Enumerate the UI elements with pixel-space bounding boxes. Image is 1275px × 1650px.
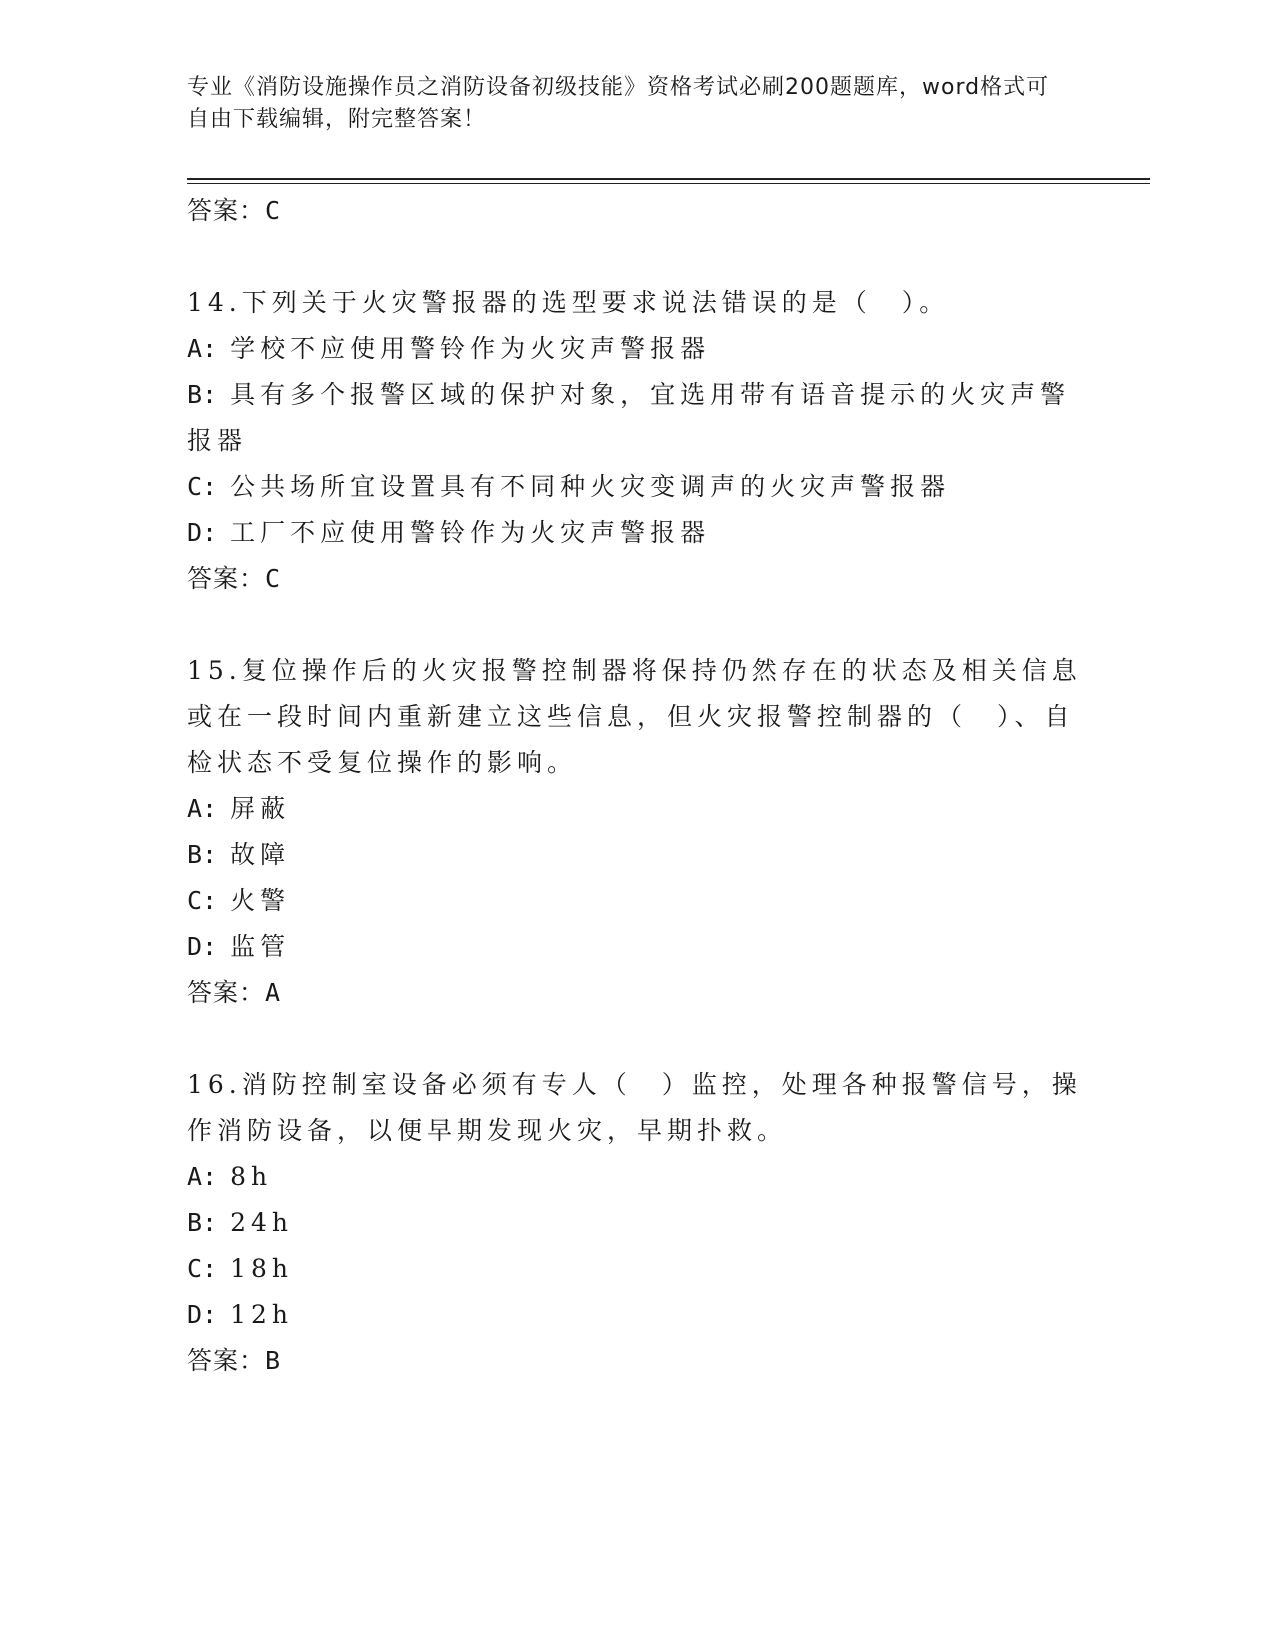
- option-label: A:: [187, 1162, 218, 1191]
- option-c: [187, 878, 1087, 924]
- document-body: [187, 188, 1087, 1384]
- question-block-16: [187, 1062, 1087, 1384]
- document-header: 专业《消防设施操作员之消防设备初级技能》资格考试必刷200题题库，word格式可自由下载编辑，附完整答案！: [187, 75, 1050, 132]
- option-text: 18h: [230, 1254, 293, 1283]
- header-rule-thick: [187, 178, 1150, 180]
- option-label: C:: [187, 1254, 218, 1283]
- option-text: 12h: [230, 1300, 293, 1329]
- answer-value: A: [265, 978, 282, 1007]
- option-text: 屏蔽: [230, 794, 291, 823]
- option-label: D:: [187, 932, 218, 961]
- answer-line: [187, 1338, 1087, 1384]
- question-block-14: [187, 280, 1087, 602]
- option-label: C:: [187, 886, 218, 915]
- option-text: 具有多个报警区域的保护对象，宜选用带有语音提示的火灾声警报器: [187, 380, 1071, 455]
- option-c: [187, 464, 1087, 510]
- option-label: A:: [187, 334, 218, 363]
- question-block-15: [187, 648, 1087, 1016]
- answer-line: [187, 188, 1087, 234]
- answer-label: 答案：: [187, 978, 266, 1007]
- option-text: 火警: [230, 886, 291, 915]
- option-text: 工厂不应使用警铃作为火灾声警报器: [230, 518, 711, 547]
- option-b: [187, 1200, 1087, 1246]
- option-d: [187, 510, 1087, 556]
- answer-label: 答案：: [187, 1346, 266, 1375]
- option-a: [187, 786, 1087, 832]
- option-text: 8h: [230, 1162, 273, 1191]
- question-text: 16.消防控制室设备必须有专人（ ）监控，处理各种报警信号，操作消防设备，以便早期发现火灾，早期扑救。: [187, 1070, 1082, 1145]
- option-c: [187, 1246, 1087, 1292]
- answer-value: C: [265, 564, 282, 593]
- option-text: 学校不应使用警铃作为火灾声警报器: [230, 334, 711, 363]
- answer-value: B: [265, 1346, 282, 1375]
- option-a: [187, 1154, 1087, 1200]
- option-b: [187, 832, 1087, 878]
- option-d: [187, 924, 1087, 970]
- option-label: D:: [187, 1300, 218, 1329]
- option-label: B:: [187, 1208, 218, 1237]
- option-label: B:: [187, 380, 218, 409]
- option-label: B:: [187, 840, 218, 869]
- option-b: [187, 372, 1087, 464]
- answer-label: 答案：: [187, 564, 266, 593]
- question-text: 15.复位操作后的火灾报警控制器将保持仍然存在的状态及相关信息或在一段时间内重新建立这些信息，但火灾报警控制器的（ ）、自检状态不受复位操作的影响。: [187, 656, 1082, 777]
- question-text: 14.下列关于火灾警报器的选型要求说法错误的是（ ）。: [187, 288, 950, 317]
- answer-line: [187, 556, 1087, 602]
- header-rule-thin: [187, 183, 1150, 184]
- option-text: 公共场所宜设置具有不同种火灾变调声的火灾声警报器: [230, 472, 951, 501]
- option-label: A:: [187, 794, 218, 823]
- answer-line: [187, 970, 1087, 1016]
- option-a: [187, 326, 1087, 372]
- option-label: C:: [187, 472, 218, 501]
- option-text: 24h: [230, 1208, 293, 1237]
- answer-value: C: [265, 196, 282, 225]
- option-text: 故障: [230, 840, 291, 869]
- answer-label: 答案：: [187, 196, 266, 225]
- option-text: 监管: [230, 932, 291, 961]
- option-label: D:: [187, 518, 218, 547]
- option-d: [187, 1292, 1087, 1338]
